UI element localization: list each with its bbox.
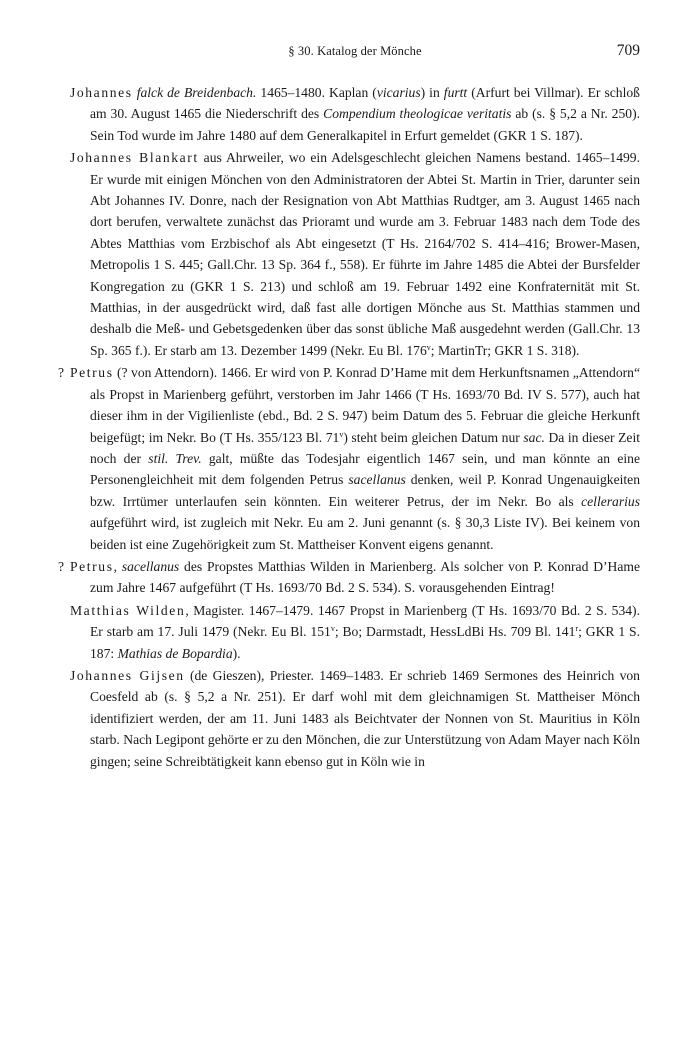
entry-text: ) in <box>420 85 444 100</box>
catalog-entry <box>70 82 640 146</box>
entry-text: ab (s. § 5,2 a Nr. 250). Sein Tod wurde im Jahre 1480 auf dem Generalkapitel in Erfurt gemeldet (GKR 1 S. 187). <box>90 106 640 143</box>
entry-text: , <box>113 558 122 574</box>
catalog-entry <box>70 665 640 772</box>
italic-term: sacellanus <box>121 558 180 574</box>
entry-text: aus Ahrweiler, wo ein Adelsgeschlecht gleichen Namens bestand. 1465–1499. Er wurde mit einigen Mönchen von den Administratoren der Abtei St. Martin in Trier, darunter sein Abt Johannes IV. Donre, nach der Resignation von Abt Matthias Rudtger, am 3. August 1465 nach dort berufen, verwaltete zunächst das Prioramt und wurde am 3. Februar 1483 nach dem Tode des Abtes Matthias vom Erzbischof als Abt eingesetzt (T Hs. 2164/702 S. 414–416; Brower-Masen, Metropolis 1 S. 445; Gall.Chr. 13 Sp. 364 f., 558). Er führte im Jahre 1485 die Abtei der Bursfelder Kongregation zu (GKR 1 S. 213) und schloß am 19. Februar 1492 eine Konfraternität mit St. Matthias, in der ausgedrückt wird, daß fast alle dortigen Mönche aus St. Matthias stammen und deshalb die Meß- und Gebetsgedenken über das sonst übliche Maß ausgedehnt werden (Gall.Chr. 13 Sp. 365 f.). Er starb am 13. Dezember 1499 (Nekr. Eu Bl. 176 <box>90 150 640 358</box>
entry-text: ). <box>232 645 241 661</box>
italic-term: stil. Trev. <box>148 450 202 466</box>
entry-name: Johannes Blankart <box>70 150 199 166</box>
catalog-entry <box>70 600 640 664</box>
entry-text: ) steht beim gleichen Datum nur <box>343 429 524 445</box>
uncertain-mark: ? <box>58 365 65 381</box>
folio-superscript: r <box>575 624 579 634</box>
entry-name: Petrus <box>70 365 114 381</box>
entry-text: des Propstes Matthias Wilden in Marienberg. Als solcher von P. Konrad D’Hame zum Jahre 1467 aufgeführt (T Hs. 1693/70 Bd. 2 S. 534). S. vorausgehenden Eintrag! <box>90 558 641 596</box>
entry-text: denken, weil P. Konrad Ungenauigkeiten bzw. Irrtümer unterlaufen sein könnten. Ein weiterer Petrus, der im Nekr. Bo als <box>90 472 640 509</box>
folio-superscript: v <box>330 624 335 634</box>
entry-text: (Arfurt bei Villmar). Er schloß am 30. August 1465 die Niederschrift des <box>90 85 640 122</box>
catalog-entry <box>70 147 640 361</box>
entry-text: (de Gieszen), Priester. 1469–1483. Er schrieb 1469 Sermones des Heinrich von Coesfeld ab (s. § 5,2 a Nr. 251). Er darf wohl mit dem gleichnamigen St. Mattheiser Mönch identifiziert werden, der am 11. Juni 1483 als Beichtvater der Nonnen von St. Mauritius in Köln starb. Nach Legipont gehörte er zu den Mönchen, die zur Unterstützung von Adam Mayer nach Köln gingen; seine Schreibtätigkeit kann ebenso gut in Köln wie in <box>90 667 640 769</box>
entry-text: ; Bo; Darmstadt, HessLdBi Hs. 709 Bl. 141 <box>334 624 576 640</box>
italic-term: sac. <box>523 429 545 445</box>
italic-term: sacellanus <box>348 472 406 488</box>
entry-name: Matthias Wilden <box>70 602 186 618</box>
entry-text: galt, müßte das Todesjahr eigentlich 1467 sein, und man könnte an eine Personengleichheit mit dem folgenden Petrus <box>90 450 640 488</box>
folio-superscript: v <box>426 342 431 352</box>
italic-term: Compendium theologicae veritatis <box>323 106 512 122</box>
italic-term: Mathias de Bopardia <box>117 645 233 661</box>
entry-text: 1465–1480. Kaplan ( <box>256 85 377 100</box>
folio-superscript: v <box>339 429 344 439</box>
catalog-entries <box>58 82 641 773</box>
entry-name: Johannes <box>70 85 133 100</box>
entry-text: ; GKR 1 S. 187: <box>90 624 640 661</box>
entry-name: Petrus <box>70 558 114 574</box>
italic-term: furtt <box>443 85 468 100</box>
entry-text: , Magister. 1467–1479. 1467 Propst in Marienberg (T Hs. 1693/70 Bd. 2 S. 534). Er starb am 17. Juli 1479 (Nekr. Eu Bl. 151 <box>90 602 640 640</box>
entry-text: aufgeführt wird, ist zugleich mit Nekr. Eu am 2. Juni genannt (s. § 30,3 Liste IV). Bei keinem von beiden ist eine Zugehörigkeit zum St. Mattheiser Konvent eigens genannt. <box>90 515 640 552</box>
entry-name: Johannes Gijsen <box>70 667 185 683</box>
page-number: 709 <box>616 42 640 59</box>
catalog-entry <box>58 362 640 555</box>
page-header <box>70 44 640 64</box>
italic-term: falck de Breidenbach. <box>136 85 257 100</box>
entry-text: Da in dieser Zeit noch der <box>90 429 640 466</box>
running-title: § 30. Katalog der Mönche <box>288 44 422 58</box>
italic-term: vicarius <box>376 85 421 100</box>
italic-term: cellerarius <box>581 493 640 509</box>
entry-text: ; MartinTr; GKR 1 S. 318). <box>430 342 580 358</box>
catalog-entry <box>58 556 641 599</box>
entry-text: (? von Attendorn). 1466. Er wird von P. Konrad D’Hame mit dem Herkunftsnamen „Attendorn“ als Propst in Marienberg geführt, verstorben im Jahr 1466 (T Hs. 1693/70 Bd. IV S. 577), auch hat dieser ihm in der Vigilienliste (ebd., Bd. 2 S. 947) beim Datum des 5. Februar die gleiche Herkunft beigefügt; im Nekr. Bo (T Hs. 355/123 Bl. 71 <box>90 365 640 445</box>
uncertain-mark: ? <box>58 558 65 574</box>
